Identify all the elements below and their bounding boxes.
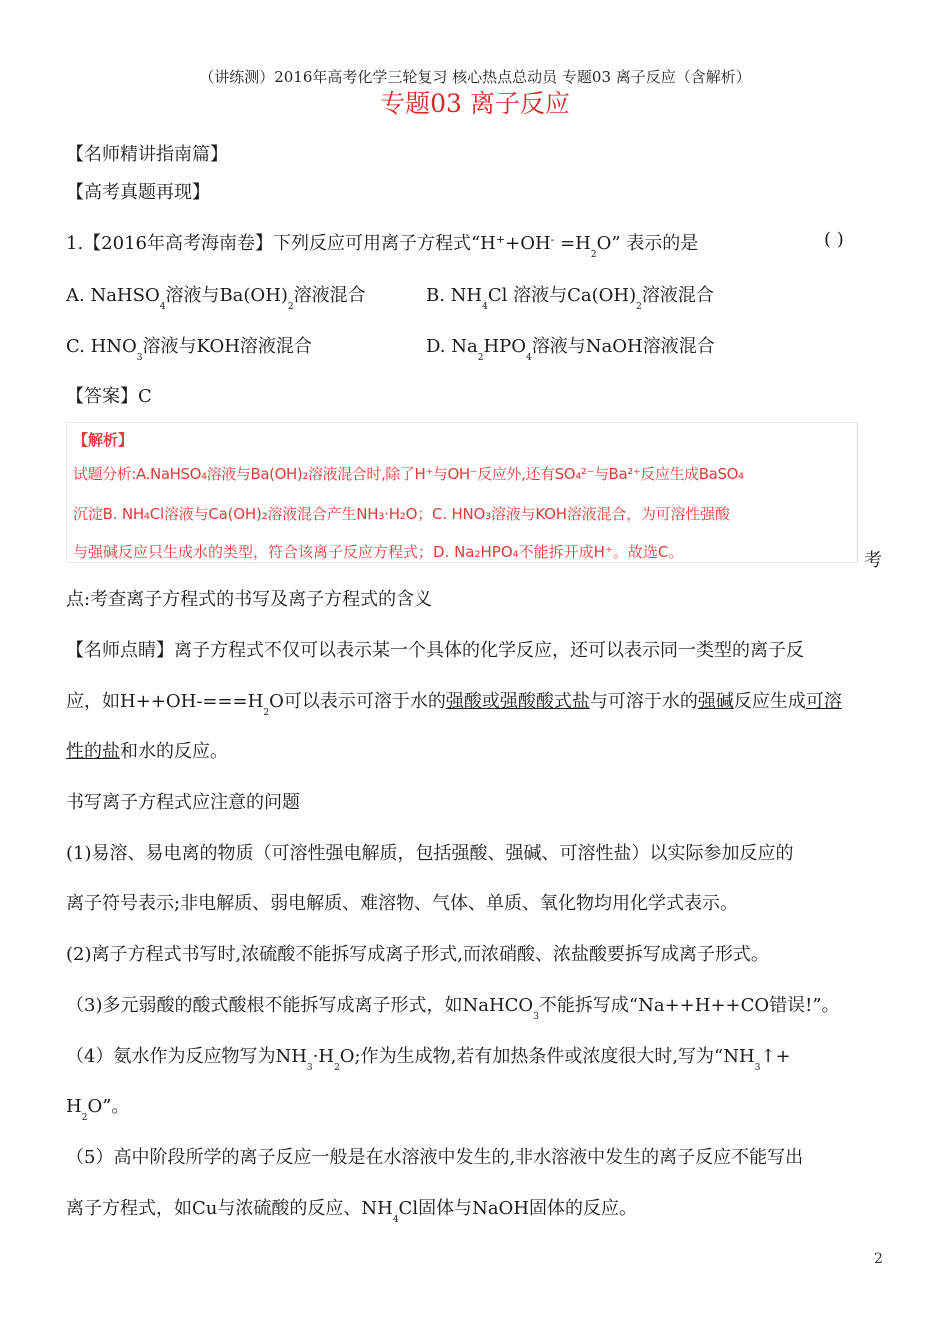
- note-4-line-1: （4）氨水作为反应物写为$NH_3\cdot H_2O$;作为生成物,若有加热条件或浓度很大时,写为“$NH_3↑+$: [66, 1046, 791, 1073]
- kaodian-text: 点:考查离子方程式的书写及离子方程式的含义: [66, 589, 433, 610]
- note-5-line-2: 离子方程式，如Cu与浓硫酸的反应、$NH_4Cl$固体与NaOH固体的反应。: [66, 1198, 638, 1225]
- analysis-box: [66, 422, 858, 563]
- tip-line-2: 应，如$H++OH-===H_2O$可以表示可溶于水的强酸或强酸酸式盐与可溶于水的强碱反应生成可溶: [66, 691, 842, 718]
- note-4-line-2: $H_2O$”。: [66, 1096, 130, 1123]
- option-a: A. NaHSO$_4$溶液与$Ba(OH)_2$溶液混合: [66, 285, 366, 312]
- option-b: B. $NH_4Cl$ 溶液与$Ca(OH)_2$溶液混合: [426, 285, 714, 312]
- analysis-title: 【解析】: [73, 431, 134, 449]
- note-1-line-2: 离子符号表示;非电解质、弱电解质、难溶物、气体、单质、氧化物均用化学式表示。: [66, 893, 739, 914]
- note-5-line-1: （5）高中阶段所学的离子反应一般是在水溶液中发生的,非水溶液中发生的离子反应不能写出: [66, 1147, 804, 1168]
- option-c: C. $HNO_3$溶液与KOH溶液混合: [66, 336, 312, 363]
- note-2: (2)离子方程式书写时,浓硫酸不能拆写成离子形式,而浓硝酸、浓盐酸要拆写成离子形式。: [66, 944, 769, 965]
- notes-heading: 书写离子方程式应注意的问题: [66, 792, 300, 813]
- note-3: （3)多元弱酸的酸式酸根不能拆写成离子形式，如NaHCO$_3$不能拆写成“Na++H++CO错误!”。: [66, 995, 840, 1022]
- note-1-line-1: (1)易溶、易电离的物质（可溶性强电解质，包括强酸、强碱、可溶性盐）以实际参加反应的: [66, 843, 794, 864]
- page-title: 专题03 离子反应: [380, 89, 570, 118]
- page-number: 2: [874, 1251, 883, 1267]
- kaodian-tail: 考: [864, 550, 882, 571]
- answer-paren: ( ): [824, 229, 844, 250]
- analysis-line-3: 与强碱反应只生成水的类型，符合该离子反应方程式；D. Na₂HPO₄不能拆开成H⁺。故选C。: [73, 543, 684, 561]
- tip-line-1: 【名师点睛】离子方程式不仅可以表示某一个具体的化学反应，还可以表示同一类型的离子反: [66, 640, 804, 661]
- section-heading-guide: 【名师精讲指南篇】: [66, 144, 228, 165]
- document-header: （讲练测）2016年高考化学三轮复习 核心热点总动员 专题03 离子反应（含解析）: [199, 68, 751, 86]
- question-stem: 1.【2016年高考海南卷】下列反应可用离子方程式“$H^++OH^- =H_2O$” 表示的是: [66, 233, 699, 260]
- answer-line: 【答案】C: [66, 386, 152, 407]
- section-heading-exam: 【高考真题再现】: [66, 182, 210, 203]
- option-d: D. $Na_2HPO_4$溶液与NaOH溶液混合: [426, 336, 715, 363]
- analysis-line-1: 试题分析:A.NaHSO₄溶液与Ba(OH)₂溶液混合时,除了H⁺与OH⁻反应外,还有SO₄²⁻与Ba²⁺反应生成BaSO₄: [73, 465, 744, 483]
- tip-line-3: 性的盐和水的反应。: [66, 741, 228, 762]
- analysis-line-2: 沉淀B. NH₄Cl溶液与Ca(OH)₂溶液混合产生NH₃·H₂O；C. HNO₃溶液与KOH溶液混合，为可溶性强酸: [73, 505, 730, 523]
